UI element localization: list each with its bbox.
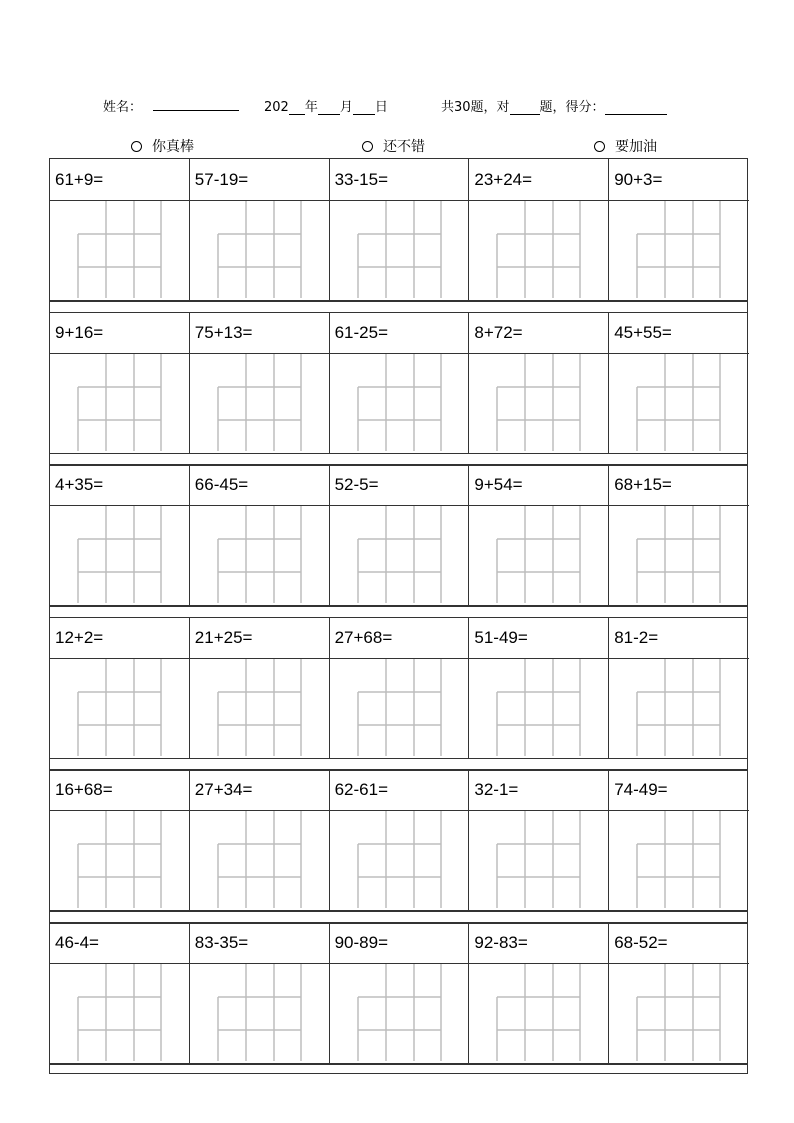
answer-grid[interactable]: [609, 354, 749, 453]
date-field: [264, 96, 388, 115]
worksheet-header: [0, 96, 794, 120]
problem-expression: 52-5=: [330, 464, 469, 506]
problem-expression: 27+34=: [190, 769, 329, 811]
problem-expression: 23+24=: [469, 159, 608, 201]
problem-row: [50, 464, 747, 605]
year-label: 年: [304, 100, 318, 115]
day-label: 日: [374, 100, 388, 115]
problem-cell: [190, 922, 330, 1063]
row-separator: [50, 453, 747, 455]
problem-expression: 66-45=: [190, 464, 329, 506]
day-blank[interactable]: [353, 100, 375, 115]
problem-cell: [330, 769, 470, 910]
answer-grid[interactable]: [50, 506, 190, 605]
radio-circle-icon[interactable]: [131, 141, 142, 152]
problem-expression: 8+72=: [469, 312, 608, 354]
month-label: 月: [339, 100, 353, 115]
answer-grid[interactable]: [50, 659, 190, 758]
problem-expression: 74-49=: [609, 769, 749, 811]
problem-expression: 90-89=: [330, 922, 469, 964]
problem-cell: [50, 312, 190, 453]
problem-cell: [469, 617, 609, 758]
score-label: 题，得分：: [539, 100, 605, 115]
answer-grid[interactable]: [469, 354, 609, 453]
answer-grid[interactable]: [190, 964, 330, 1063]
answer-grid[interactable]: [469, 201, 609, 300]
name-label: 姓名：: [103, 100, 143, 115]
answer-grid[interactable]: [469, 811, 609, 910]
row-separator: [50, 617, 747, 619]
year-blank[interactable]: [289, 100, 305, 115]
answer-grid[interactable]: [190, 659, 330, 758]
problem-cell: [330, 464, 470, 605]
problem-expression: 12+2=: [50, 617, 189, 659]
answer-grid[interactable]: [330, 659, 470, 758]
problem-expression: 4+35=: [50, 464, 189, 506]
problem-row: [50, 769, 747, 910]
problem-expression: 92-83=: [469, 922, 608, 964]
rating-label: 你真棒: [152, 139, 194, 155]
row-separator: [50, 312, 747, 314]
problem-cell: [609, 922, 749, 1063]
answer-grid[interactable]: [609, 964, 749, 1063]
row-separator: [50, 758, 747, 760]
problem-expression: 51-49=: [469, 617, 608, 659]
answer-grid[interactable]: [469, 506, 609, 605]
problem-row: [50, 159, 747, 300]
row-separator: [50, 300, 747, 302]
problem-cell: [469, 464, 609, 605]
problem-expression: 83-35=: [190, 922, 329, 964]
problem-expression: 45+55=: [609, 312, 749, 354]
answer-grid[interactable]: [190, 201, 330, 300]
answer-grid[interactable]: [469, 659, 609, 758]
problem-cell: [609, 159, 749, 300]
problem-cell: [50, 922, 190, 1063]
problem-expression: 68-52=: [609, 922, 749, 964]
problem-cell: [190, 617, 330, 758]
answer-grid[interactable]: [330, 506, 470, 605]
problem-cell: [609, 769, 749, 910]
problem-cell: [609, 464, 749, 605]
radio-circle-icon[interactable]: [594, 141, 605, 152]
problem-expression: 68+15=: [609, 464, 749, 506]
problem-cell: [50, 769, 190, 910]
month-blank[interactable]: [318, 100, 340, 115]
row-separator: [50, 1063, 747, 1065]
problem-cell: [609, 617, 749, 758]
answer-grid[interactable]: [190, 354, 330, 453]
score-blank[interactable]: [605, 100, 667, 115]
row-separator: [50, 464, 747, 466]
problem-row: [50, 312, 747, 453]
radio-circle-icon[interactable]: [362, 141, 373, 152]
problem-expression: 27+68=: [330, 617, 469, 659]
row-separator: [50, 910, 747, 912]
rating-option-good[interactable]: [362, 136, 425, 156]
answer-grid[interactable]: [330, 811, 470, 910]
problem-cell: [190, 464, 330, 605]
problem-cell: [190, 769, 330, 910]
problem-cell: [330, 312, 470, 453]
answer-grid[interactable]: [609, 659, 749, 758]
answer-grid[interactable]: [330, 201, 470, 300]
correct-count-blank[interactable]: [510, 100, 540, 115]
problem-expression: 81-2=: [609, 617, 749, 659]
row-separator: [50, 922, 747, 924]
problem-expression: 46-4=: [50, 922, 189, 964]
problem-expression: 90+3=: [609, 159, 749, 201]
problem-expression: 61+9=: [50, 159, 189, 201]
answer-grid[interactable]: [330, 964, 470, 1063]
total-label: 共30题，对: [441, 100, 510, 115]
answer-grid[interactable]: [190, 506, 330, 605]
name-blank[interactable]: [153, 96, 239, 111]
problem-cell: [469, 159, 609, 300]
year-prefix: 202: [264, 100, 289, 115]
problem-expression: 33-15=: [330, 159, 469, 201]
problem-expression: 21+25=: [190, 617, 329, 659]
problem-expression: 9+54=: [469, 464, 608, 506]
problem-expression: 57-19=: [190, 159, 329, 201]
problem-row: [50, 617, 747, 758]
answer-grid[interactable]: [330, 354, 470, 453]
answer-grid[interactable]: [609, 811, 749, 910]
problem-expression: 61-25=: [330, 312, 469, 354]
rating-label: 要加油: [615, 139, 657, 155]
answer-grid[interactable]: [190, 811, 330, 910]
problem-cell: [330, 159, 470, 300]
problem-cell: [190, 159, 330, 300]
problem-cell: [469, 769, 609, 910]
problem-grid: [49, 158, 748, 1074]
row-separator: [50, 605, 747, 607]
answer-grid[interactable]: [50, 201, 190, 300]
rating-options: [0, 136, 794, 156]
answer-grid[interactable]: [50, 354, 190, 453]
problem-cell: [330, 922, 470, 1063]
problem-row: [50, 922, 747, 1063]
problem-expression: 16+68=: [50, 769, 189, 811]
answer-grid[interactable]: [609, 201, 749, 300]
problem-cell: [469, 922, 609, 1063]
rating-option-great[interactable]: [131, 136, 194, 156]
problem-cell: [190, 312, 330, 453]
answer-grid[interactable]: [50, 964, 190, 1063]
answer-grid[interactable]: [609, 506, 749, 605]
problem-cell: [50, 464, 190, 605]
problem-expression: 75+13=: [190, 312, 329, 354]
problem-expression: 32-1=: [469, 769, 608, 811]
score-field: [441, 96, 667, 115]
rating-option-try-harder[interactable]: [594, 136, 657, 156]
rating-label: 还不错: [383, 139, 425, 155]
answer-grid[interactable]: [469, 964, 609, 1063]
answer-grid[interactable]: [50, 811, 190, 910]
problem-cell: [469, 312, 609, 453]
row-separator: [50, 769, 747, 771]
problem-expression: 62-61=: [330, 769, 469, 811]
problem-cell: [50, 159, 190, 300]
problem-cell: [50, 617, 190, 758]
problem-expression: 9+16=: [50, 312, 189, 354]
problem-cell: [609, 312, 749, 453]
problem-cell: [330, 617, 470, 758]
